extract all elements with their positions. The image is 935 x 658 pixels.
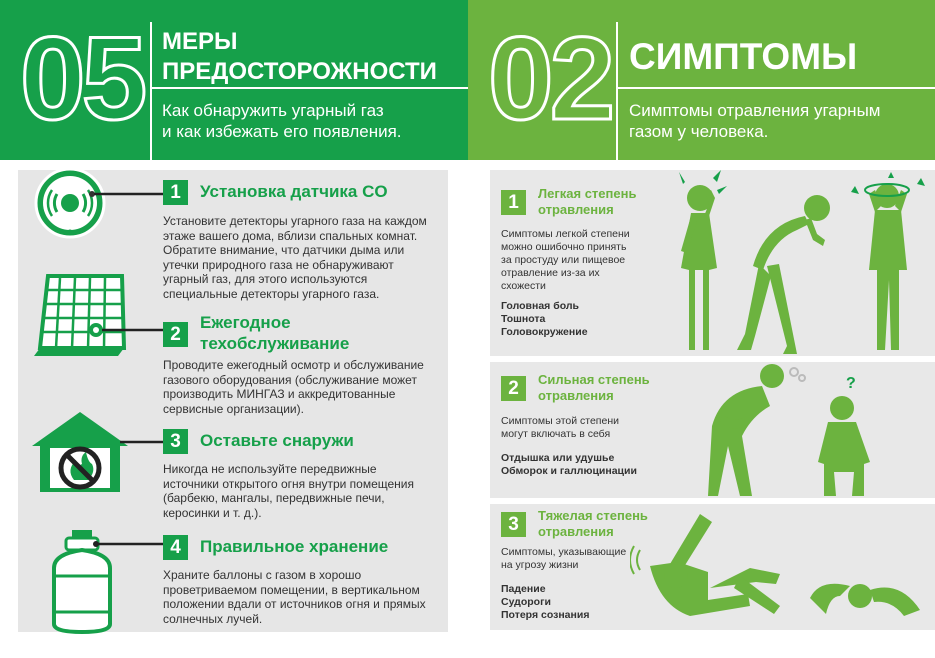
header-rule [150, 87, 468, 89]
text-line: сервисные организации). [163, 401, 304, 416]
section-title-line1: Тяжелая степень [538, 508, 648, 523]
section-title: Оставьте снаружи [200, 431, 354, 450]
text-line: Симптомы, указывающие [501, 546, 627, 558]
left-subtitle-line1: Как обнаружить угарный газ [162, 101, 384, 120]
symptom-item: Обморок и галлюцинации [501, 465, 637, 477]
text-line: отравление из-за их [501, 267, 600, 279]
section-text [163, 358, 448, 416]
symptom-item: Судороги [501, 596, 551, 608]
text-line: Храните баллоны с газом в хорошо [163, 568, 362, 582]
right-subtitle-line1: Симптомы отравления угарным [629, 101, 881, 120]
symptom-item: Головная боль [501, 300, 579, 312]
section-text [163, 214, 448, 301]
step-number-badge: 3 [163, 429, 188, 454]
text-line: схожести [501, 280, 546, 292]
section-number-right: 02 [488, 13, 612, 145]
left-title-line1: МЕРЫ [162, 28, 238, 55]
text-line: керосинки и т. д.). [163, 505, 262, 520]
critical-poisoning-figures-icon [630, 506, 930, 630]
co-detector-icon [28, 166, 178, 240]
step-number-badge: 1 [163, 180, 188, 205]
text-line: Обратите внимание, что датчики дыма или [163, 243, 405, 257]
text-line: Симптомы легкой степени [501, 228, 630, 240]
section-text [501, 228, 651, 293]
section-title-line1: Сильная степень [538, 372, 650, 387]
section-text [163, 462, 448, 520]
step-number-badge: 2 [163, 322, 188, 347]
text-line: специальные детекторы угарного газа. [163, 286, 380, 301]
section-title-line2: техобслуживание [200, 334, 350, 353]
calendar-icon [30, 272, 170, 358]
text-line: газового оборудования (обслуживание может [163, 372, 417, 387]
text-line: этаже вашего дома, вблизи спальных комнат. [163, 228, 418, 243]
text-line: положении вдали от источников огня и прямых [163, 597, 426, 611]
section-text [501, 415, 651, 441]
text-line: за простуду или пищевое [501, 254, 626, 266]
section-title-line2: отравления [538, 524, 614, 539]
severe-poisoning-figures-icon [690, 362, 910, 502]
text-line: Симптомы этой степени [501, 415, 619, 427]
symptom-item: Отдышка или удушье [501, 452, 615, 464]
left-header [0, 0, 468, 160]
text-line: утечки природного газа не обнаруживают [163, 257, 394, 272]
right-subtitle-line2: газом у человека. [629, 122, 769, 141]
left-subtitle-line2: и как избежать его появления. [162, 122, 402, 141]
left-title-line2: ПРЕДОСТОРОЖНОСТИ [162, 58, 437, 85]
section-text [501, 546, 651, 572]
text-line: Установите детекторы угарного газа на каждом [163, 214, 427, 228]
section-title: Правильное хранение [200, 537, 389, 556]
right-title: СИМПТОМЫ [629, 36, 858, 77]
step-number-badge: 2 [501, 376, 526, 401]
section-title-line2: отравления [538, 202, 614, 217]
step-number-badge: 1 [501, 190, 526, 215]
symptom-list [501, 452, 661, 478]
header-divider [150, 22, 152, 160]
mild-poisoning-figures-icon [655, 168, 935, 358]
right-header [468, 0, 935, 160]
symptom-list [501, 300, 651, 339]
section-title: Установка датчика CO [200, 182, 388, 201]
text-line: угарный газ, для этого используются [163, 272, 368, 286]
text-line: производить МИНГАЗ и аккредитованные [163, 387, 396, 401]
text-line: можно ошибочно принять [501, 241, 627, 253]
symptom-item: Головокружение [501, 326, 588, 338]
no-fire-house-icon [30, 410, 170, 496]
symptom-item: Потеря сознания [501, 609, 590, 621]
section-title-line1: Легкая степень [538, 186, 637, 201]
section-number-left: 05 [20, 13, 144, 145]
section-title-line1: Ежегодное [200, 313, 291, 332]
text-line: источники открытого огня внутри помещения [163, 476, 415, 491]
text-line: Никогда не используйте передвижные [163, 462, 377, 476]
text-line: солнечных лучей. [163, 611, 263, 626]
gas-cylinder-icon [44, 528, 174, 634]
step-number-badge: 3 [501, 512, 526, 537]
symptom-item: Тошнота [501, 313, 546, 325]
text-line: (барбекю, мангалы, передвижные печи, [163, 491, 385, 505]
symptom-list [501, 583, 651, 622]
step-number-badge: 4 [163, 535, 188, 560]
text-line: проветриваемом помещении, в вертикальном [163, 582, 420, 597]
text-line: на угрозу жизни [501, 559, 579, 571]
text-line: могут включать в себя [501, 428, 611, 440]
symptom-item: Падение [501, 583, 546, 595]
section-text [163, 568, 448, 626]
header-divider [616, 22, 618, 160]
section-title-line2: отравления [538, 388, 614, 403]
text-line: Проводите ежегодный осмотр и обслуживание [163, 358, 424, 372]
header-rule [616, 87, 935, 89]
svg-text:?: ? [846, 375, 856, 392]
